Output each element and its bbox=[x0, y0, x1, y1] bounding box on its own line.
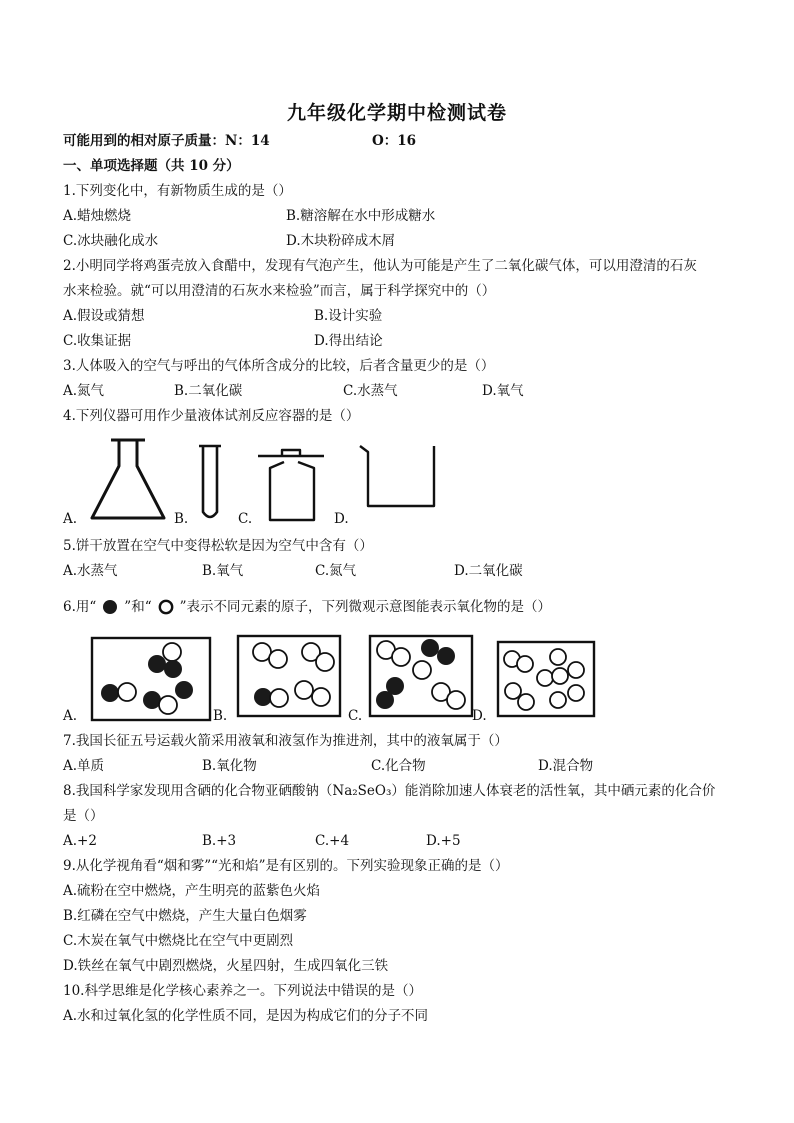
q3-stem: 3.人体吸入的空气与呼出的气体所含成分的比较，后者含量更少的是（） bbox=[63, 358, 495, 374]
q6-stem-pre: 6.用“ bbox=[63, 599, 97, 615]
q4-label-b: B. bbox=[174, 511, 189, 527]
q2-stem-line1: 2.小明同学将鸡蛋壳放入食醋中，发现有气泡产生，他认为可能是产生了二氧化碳气体，可以用澄清的石灰 bbox=[63, 258, 697, 274]
light-atom-icon bbox=[158, 599, 174, 615]
q1-option-a: A.蜡烛燃烧 bbox=[63, 208, 132, 224]
q8-option-c: C.+4 bbox=[315, 833, 350, 849]
diagram-a-box bbox=[90, 636, 212, 722]
q4-stem: 4.下列仪器可用作少量液体试剂反应容器的是（） bbox=[63, 408, 360, 424]
q1-option-b: B.糖溶解在水中形成糖水 bbox=[286, 208, 436, 224]
q5-option-b: B.氧气 bbox=[202, 563, 244, 579]
q4-label-d: D. bbox=[334, 511, 349, 527]
diagram-b-box bbox=[236, 634, 342, 718]
section-heading: 一、单项选择题（共 10 分） bbox=[63, 158, 240, 174]
test-tube-figure bbox=[196, 442, 224, 524]
q3-option-c: C.水蒸气 bbox=[343, 383, 398, 399]
q7-option-d: D.混合物 bbox=[538, 758, 594, 774]
q5-stem: 5.饼干放置在空气中变得松软是因为空气中含有（） bbox=[63, 538, 373, 554]
conical-flask-figure bbox=[86, 436, 170, 524]
q8-option-d: D.+5 bbox=[426, 833, 461, 849]
q6-stem bbox=[63, 598, 551, 616]
q1-option-d: D.木块粉碎成木屑 bbox=[286, 233, 396, 249]
q6-label-b: B. bbox=[213, 708, 228, 724]
q4-label-a: A. bbox=[63, 511, 78, 527]
q6-label-a: A. bbox=[63, 708, 78, 724]
q7-option-c: C.化合物 bbox=[371, 758, 426, 774]
q2-option-b: B.设计实验 bbox=[314, 308, 383, 324]
q3-option-b: B.二氧化碳 bbox=[174, 383, 243, 399]
q1-option-c: C.冰块融化成水 bbox=[63, 233, 159, 249]
q9-stem: 9.从化学视角看“烟和雾”“光和焰”是有区别的。下列实验现象正确的是（） bbox=[63, 858, 509, 874]
q9-option-d: D.铁丝在氧气中剧烈燃烧，火星四射，生成四氧化三铁 bbox=[63, 958, 389, 974]
q2-option-d: D.得出结论 bbox=[314, 333, 383, 349]
q5-option-c: C.氮气 bbox=[315, 563, 357, 579]
q1-stem: 1.下列变化中，有新物质生成的是（） bbox=[63, 183, 292, 199]
q10-stem: 10.科学思维是化学核心素养之一。下列说法中错误的是（） bbox=[63, 983, 422, 999]
q9-option-a: A.硫粉在空中燃烧，产生明亮的蓝紫色火焰 bbox=[63, 883, 321, 899]
q6-label-d: D. bbox=[472, 708, 487, 724]
q2-option-c: C.收集证据 bbox=[63, 333, 132, 349]
beaker-figure bbox=[356, 442, 440, 512]
atomic-mass-label: 可能用到的相对原子质量：N：14 bbox=[63, 133, 270, 149]
q7-stem: 7.我国长征五号运载火箭采用液氧和液氢作为推进剂，其中的液氧属于（） bbox=[63, 733, 508, 749]
q8-option-a: A.+2 bbox=[63, 833, 97, 849]
q2-stem-line2: 水来检验。就“可以用澄清的石灰水来检验”而言，属于科学探究中的（） bbox=[63, 283, 496, 299]
q3-option-a: A.氮气 bbox=[63, 383, 105, 399]
q9-option-b: B.红磷在空气中燃烧，产生大量白色烟雾 bbox=[63, 908, 307, 924]
q6-stem-post: ”表示不同元素的原子，下列微观示意图能表示氧化物的是（） bbox=[179, 599, 552, 615]
dark-atom-icon bbox=[102, 599, 118, 615]
q4-label-c: C. bbox=[238, 511, 253, 527]
q6-label-c: C. bbox=[348, 708, 363, 724]
diagram-c-box bbox=[368, 634, 474, 718]
diagram-d-box bbox=[496, 640, 596, 718]
q8-stem-line1: 8.我国科学家发现用含硒的化合物亚硒酸钠（Na₂SeO₃）能消除加速人体衰老的活性氧，其中硒元素的化合价 bbox=[63, 783, 716, 799]
gas-jar-figure bbox=[256, 446, 326, 524]
q5-option-d: D.二氧化碳 bbox=[454, 563, 523, 579]
q2-option-a: A.假设或猜想 bbox=[63, 308, 145, 324]
q9-option-c: C.木炭在氧气中燃烧比在空气中更剧烈 bbox=[63, 933, 294, 949]
page-title: 九年级化学期中检测试卷 bbox=[286, 102, 507, 124]
atomic-mass-o: O：16 bbox=[372, 133, 417, 149]
q3-option-d: D.氧气 bbox=[482, 383, 524, 399]
q7-option-a: A.单质 bbox=[63, 758, 105, 774]
q8-option-b: B.+3 bbox=[202, 833, 237, 849]
q8-stem-line2: 是（） bbox=[63, 808, 104, 824]
q7-option-b: B.氧化物 bbox=[202, 758, 257, 774]
q10-option-a: A.水和过氧化氢的化学性质不同，是因为构成它们的分子不同 bbox=[63, 1008, 429, 1024]
q5-option-a: A.水蒸气 bbox=[63, 563, 118, 579]
q6-stem-mid: ”和“ bbox=[124, 599, 152, 615]
